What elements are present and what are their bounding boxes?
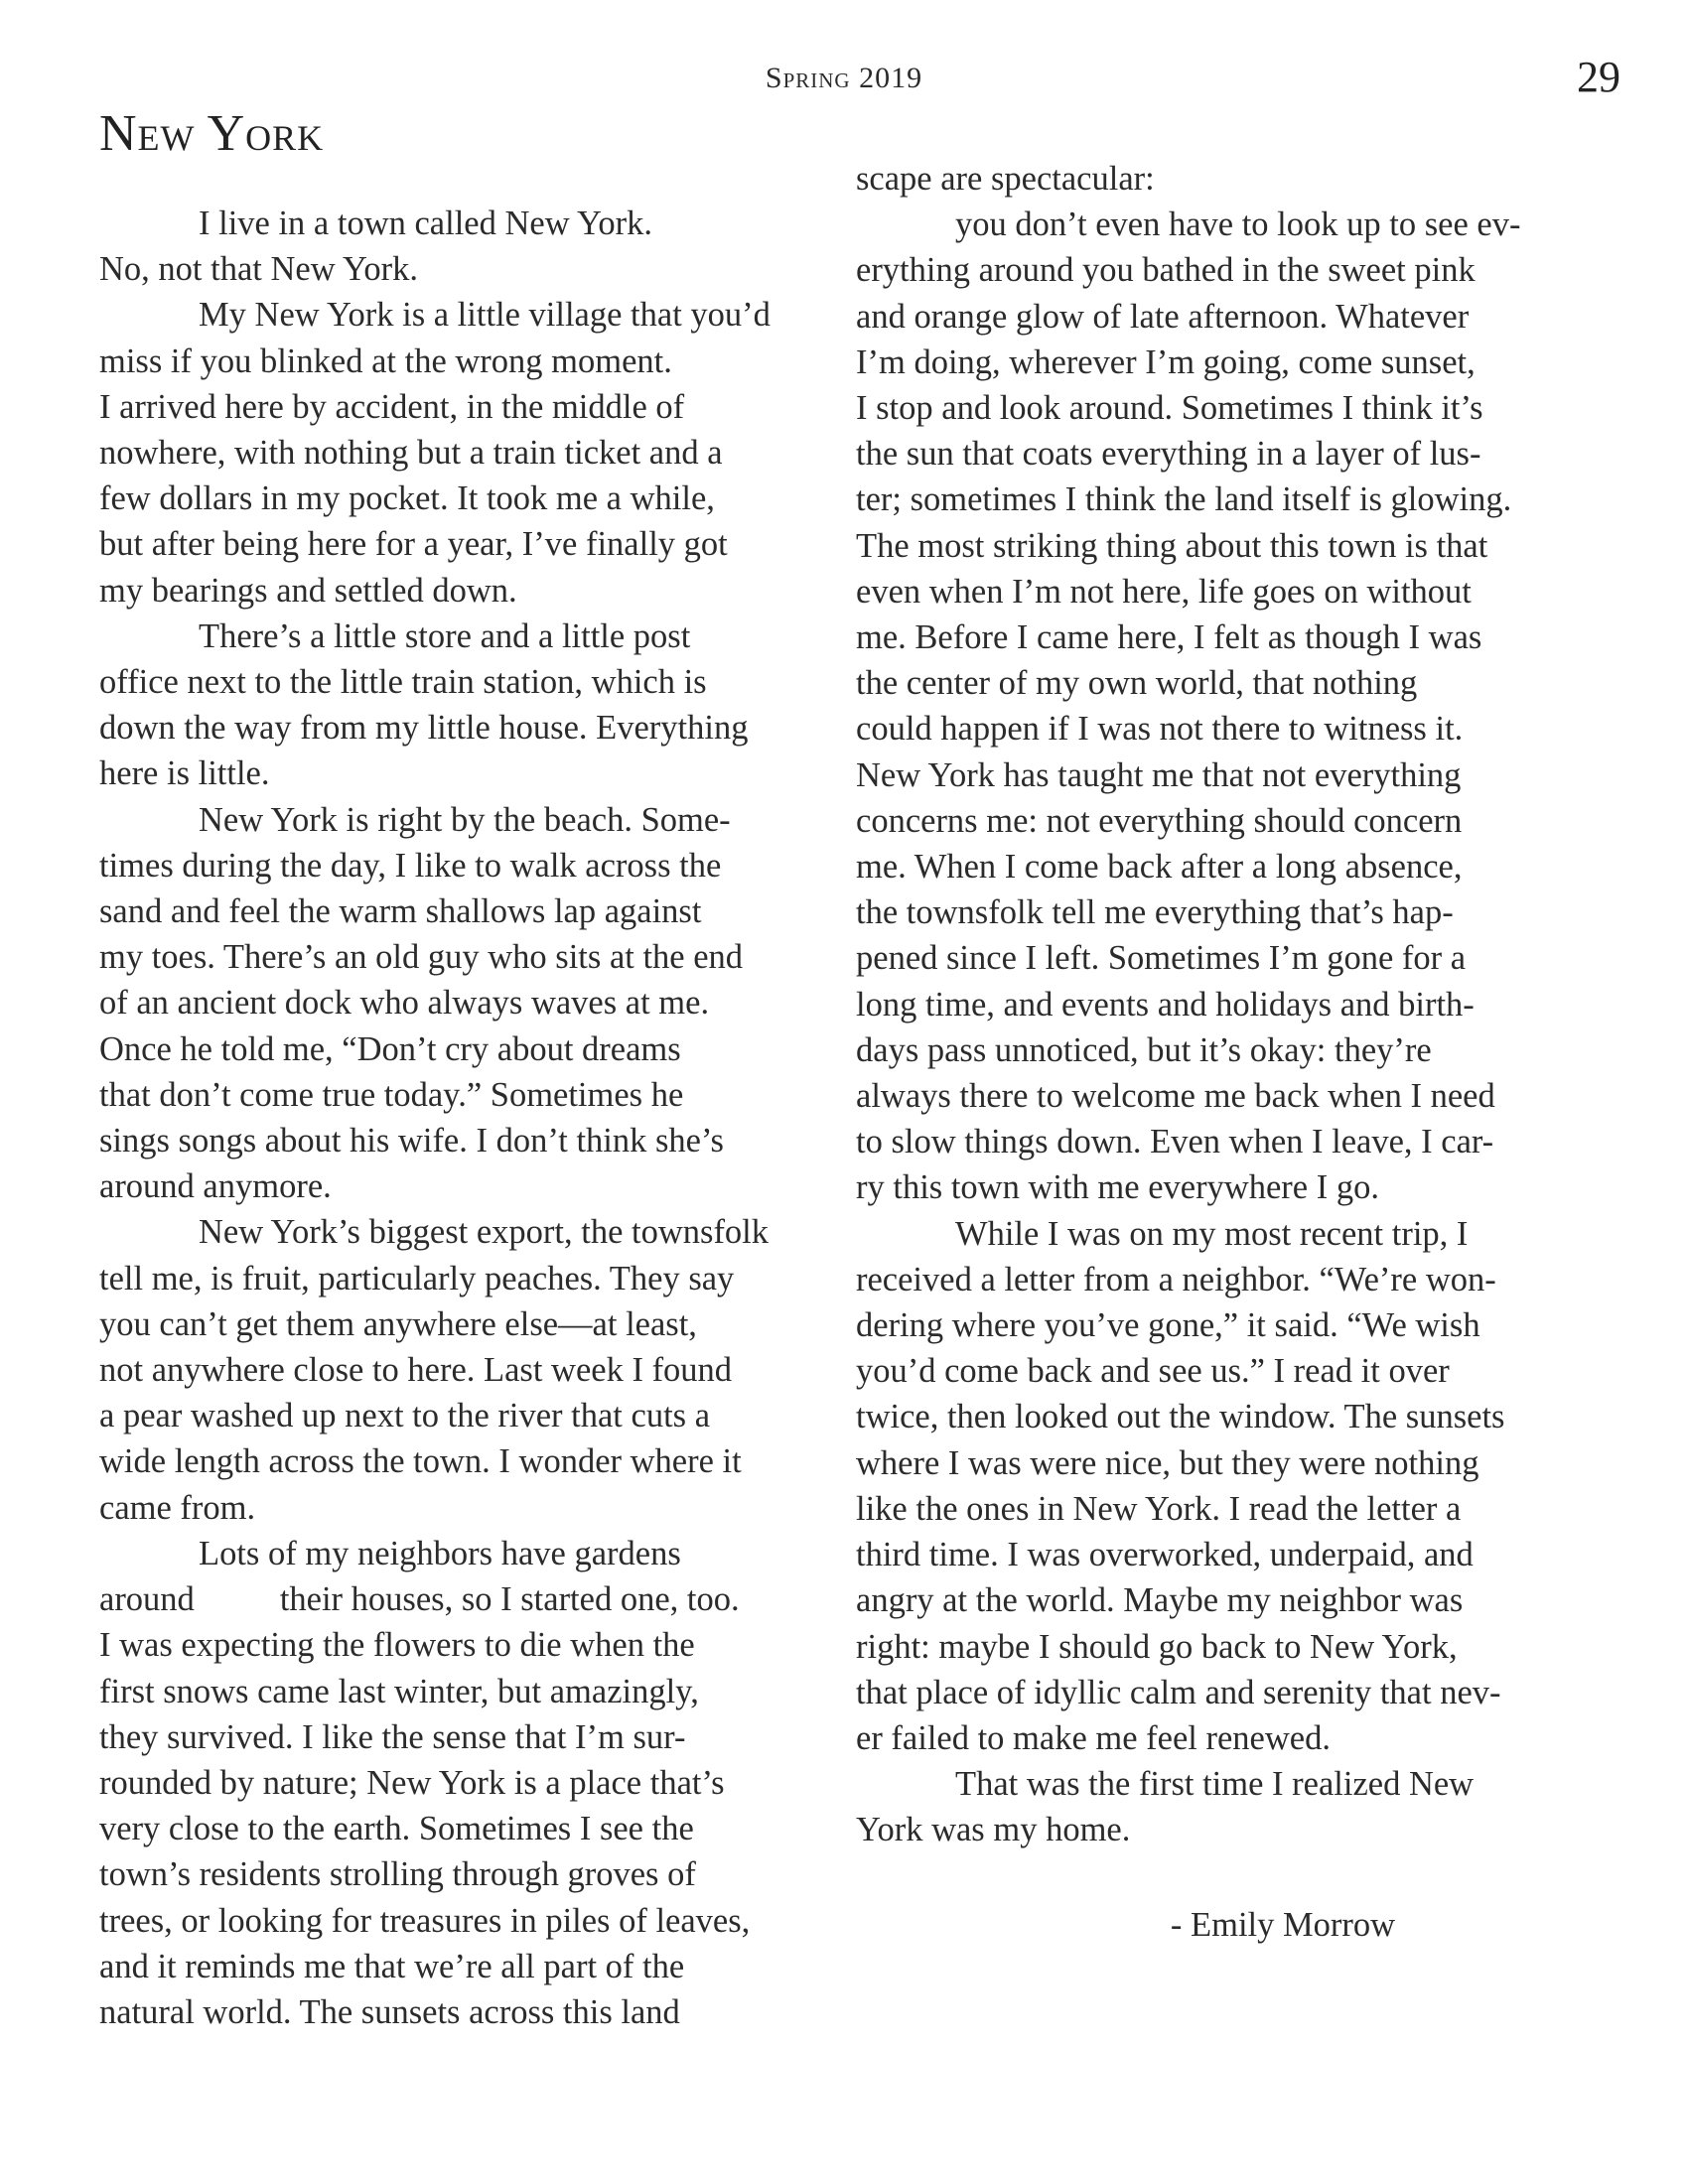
text-line: I arrived here by accident, in the middle of [99, 387, 685, 426]
text-line: and it reminds me that we’re all part of the [99, 1947, 685, 1985]
text-fragment: around [99, 1580, 195, 1619]
text-line: No, not that New York. [99, 250, 419, 289]
page-number: 29 [1577, 53, 1620, 101]
text-line: York was my home. [856, 1811, 1131, 1849]
text-line: you can’t get them anywhere else—at least, [99, 1304, 697, 1343]
text-line: received a letter from a neighbor. “We’re won- [856, 1260, 1496, 1298]
text-line: natural world. The sunsets across this land [99, 1992, 680, 2031]
text-line: my bearings and settled down. [99, 571, 517, 610]
text-line: you don’t even have to look up to see ev- [955, 205, 1521, 244]
paragraph [856, 202, 1591, 1210]
text-line: tell me, is fruit, particularly peaches. They say [99, 1259, 735, 1297]
text-line: around anymore. [99, 1167, 332, 1206]
text-line: There’s a little store and a little post [199, 616, 691, 655]
text-line: few dollars in my pocket. It took me a while, [99, 479, 715, 518]
text-line: came from. [99, 1488, 256, 1527]
paragraph [856, 156, 1591, 202]
paragraph [99, 1531, 834, 2035]
text-line: down the way from my little house. Everything [99, 709, 749, 748]
text-line: twice, then looked out the window. The sunsets [856, 1398, 1505, 1436]
text-line: town’s residents strolling through groves of [99, 1855, 696, 1894]
text-line: right: maybe I should go back to New York, [856, 1627, 1458, 1666]
text-line: wide length across the town. I wonder where it [99, 1442, 742, 1481]
text-line: me. Before I came here, I felt as though I was [856, 618, 1482, 657]
paragraph [856, 1211, 1591, 1761]
text-line: I stop and look around. Sometimes I think it’s [856, 389, 1483, 428]
text-line: rounded by nature; New York is a place that’s [99, 1763, 725, 1802]
text-line: very close to the earth. Sometimes I see the [99, 1810, 694, 1848]
text-line: concerns me: not everything should concern [856, 801, 1463, 840]
text-line: like the ones in New York. I read the letter a [856, 1489, 1462, 1528]
text-line: here is little. [99, 754, 270, 793]
text-line: I’m doing, wherever I’m going, come sunset, [856, 342, 1476, 381]
text-line: that don’t come true today.” Sometimes he [99, 1075, 684, 1114]
text-line: even when I’m not here, life goes on without [856, 572, 1472, 611]
text-line: nowhere, with nothing but a train ticket and a [99, 434, 723, 473]
text-line [99, 1576, 834, 1622]
text-line: er failed to make me feel renewed. [856, 1718, 1331, 1757]
paragraph [856, 1761, 1591, 1852]
text-line: but after being here for a year, I’ve finally got [99, 525, 728, 564]
text-line: they survived. I like the sense that I’m sur- [99, 1717, 686, 1756]
text-line: not anywhere close to here. Last week I found [99, 1351, 733, 1390]
text-line: ter; sometimes I think the land itself is glowing. [856, 480, 1512, 519]
text-line: first snows came last winter, but amazingly, [99, 1672, 699, 1710]
text-line: New York has taught me that not everything [856, 755, 1462, 794]
text-line: always there to welcome me back when I need [856, 1077, 1495, 1116]
text-line: days pass unnoticed, but it’s okay: they’re [856, 1030, 1432, 1069]
author-signature: - Emily Morrow [1170, 1906, 1396, 1944]
text-line: ry this town with me everywhere I go. [856, 1168, 1379, 1207]
text-line: Once he told me, “Don’t cry about dreams [99, 1029, 681, 1068]
text-line: Lots of my neighbors have gardens [199, 1534, 681, 1572]
text-line: times during the day, I like to walk across the [99, 846, 722, 885]
text-line: the townsfolk tell me everything that’s hap- [856, 893, 1454, 932]
left-column [99, 201, 834, 2035]
text-line: scape are spectacular: [856, 160, 1155, 198]
text-line: where I was were nice, but they were nothing [856, 1443, 1479, 1482]
paragraph [99, 292, 834, 613]
paragraph [99, 797, 834, 1210]
text-fragment: their houses, so I started one, too. [279, 1580, 740, 1619]
text-line: That was the first time I realized New [955, 1765, 1475, 1804]
text-line: My New York is a little village that you’d [199, 296, 771, 335]
text-line: long time, and events and holidays and birth- [856, 985, 1475, 1024]
text-line: my toes. There’s an old guy who sits at the end [99, 938, 744, 977]
text-line: a pear washed up next to the river that cuts a [99, 1397, 711, 1435]
text-line: miss if you blinked at the wrong moment. [99, 341, 672, 380]
text-line: and orange glow of late afternoon. Whatever [856, 297, 1470, 336]
text-line: I live in a town called New York. [199, 205, 653, 242]
text-line: me. When I come back after a long absence, [856, 848, 1463, 887]
text-line: sings songs about his wife. I don’t think she’s [99, 1122, 724, 1160]
paragraph [99, 614, 834, 797]
text-line: New York is right by the beach. Some- [199, 800, 731, 839]
text-line: office next to the little train station, which is [99, 663, 707, 702]
text-line: angry at the world. Maybe my neighbor was [856, 1581, 1464, 1620]
text-line: to slow things down. Even when I leave, I car- [856, 1123, 1494, 1161]
paragraph [99, 1209, 834, 1530]
text-line: trees, or looking for treasures in piles of leaves, [99, 1901, 751, 1940]
text-line: While I was on my most recent trip, I [955, 1214, 1469, 1253]
paragraph [99, 201, 834, 292]
text-line: dering where you’ve gone,” it said. “We wish [856, 1306, 1480, 1345]
running-head: Spring 2019 [765, 62, 923, 94]
text-line: you’d come back and see us.” I read it over [856, 1352, 1450, 1391]
text-line: could happen if I was not there to witness it. [856, 710, 1464, 749]
right-column [856, 156, 1591, 1853]
text-line: the sun that coats everything in a layer of lus- [856, 435, 1481, 474]
text-line: The most striking thing about this town is that [856, 526, 1488, 565]
text-line: that place of idyllic calm and serenity that nev- [856, 1673, 1501, 1711]
text-line: pened since I left. Sometimes I’m gone for a [856, 939, 1467, 978]
article-title: New York [99, 105, 325, 162]
text-line: the center of my own world, that nothing [856, 664, 1418, 703]
text-line: I was expecting the flowers to die when the [99, 1626, 695, 1665]
text-line: sand and feel the warm shallows lap against [99, 892, 702, 931]
text-line: third time. I was overworked, underpaid, and [856, 1536, 1474, 1574]
text-line: of an ancient dock who always waves at me. [99, 984, 710, 1023]
text-line: New York’s biggest export, the townsfolk [199, 1213, 770, 1252]
text-line: erything around you bathed in the sweet pink [856, 251, 1476, 290]
